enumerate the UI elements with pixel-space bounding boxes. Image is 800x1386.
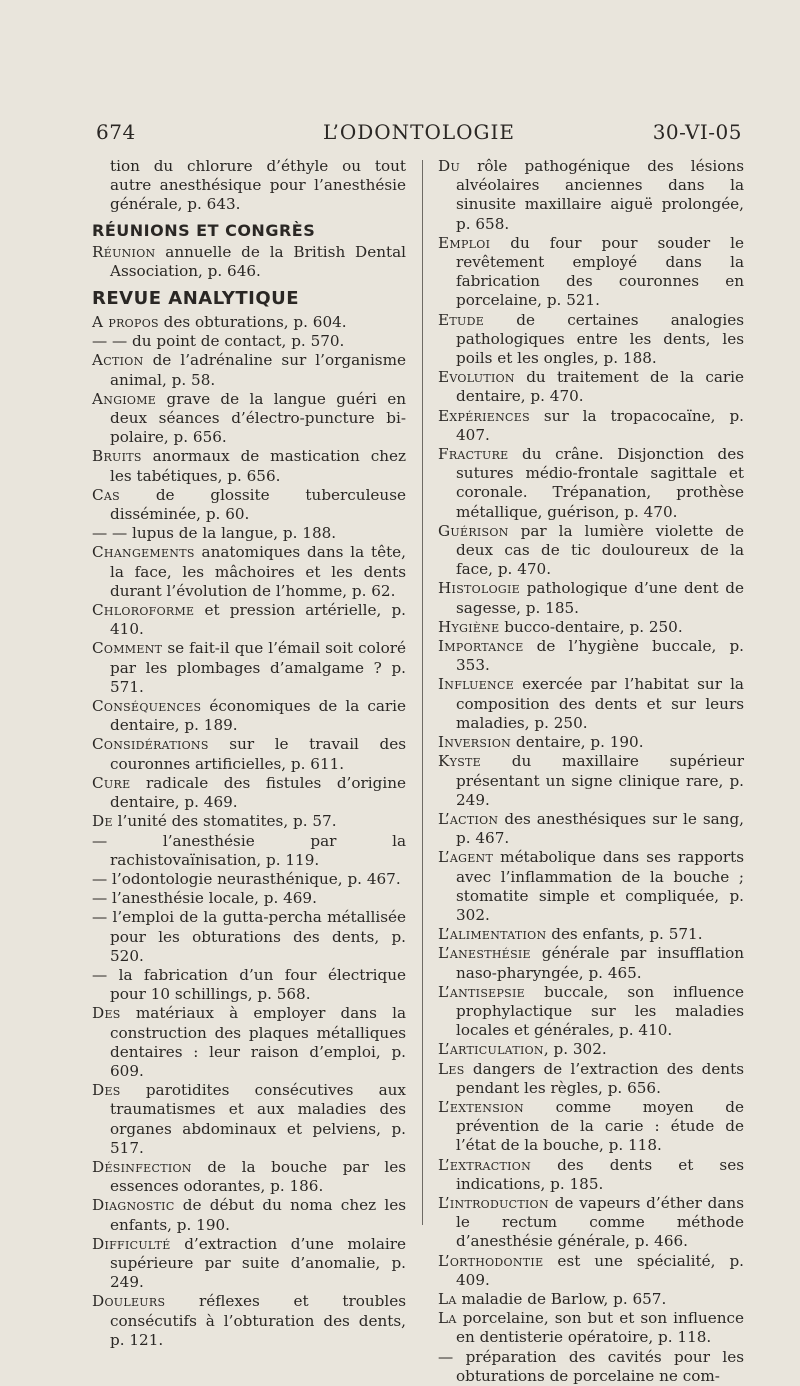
index-entry: Chloroforme et pression artérielle, p. 410.	[92, 601, 406, 639]
index-entry: Evolution du traitement de la carie dentaire, p. 470.	[438, 368, 744, 406]
index-entry: Importance de l’hygiène buccale, p. 353.	[438, 637, 744, 675]
index-entry: Angiome grave de la langue guéri en deux séances d’électro-puncture bi-polaire, p. 656.	[92, 389, 406, 447]
index-entry: La maladie de Barlow, p. 657.	[438, 1289, 667, 1308]
index-entry: Hygiène bucco-dentaire, p. 250.	[438, 617, 683, 636]
index-entry: L’anesthésie générale par insufflation naso-pharyngée, p. 465.	[438, 944, 744, 982]
index-entry: — l’anesthésie par la rachistovaïnisation, p. 119.	[92, 831, 406, 869]
index-entry: Désinfection de la bouche par les essences odorantes, p. 186.	[92, 1157, 406, 1196]
index-entry: Cas de glossite tuberculeuse disséminée, p. 60.	[92, 485, 406, 524]
left-column	[92, 157, 406, 1350]
index-entry: Guérison par la lumière violette de deux cas de tic douloureux de la face, p. 470.	[438, 521, 744, 579]
index-entry: — — lupus de la langue, p. 188.	[92, 524, 337, 543]
index-entry: Etude de certaines analogies pathologiques entre les dents, les poils et les ongles, p. 188.	[438, 310, 744, 368]
index-entry: L’extension comme moyen de prévention de la carie : étude de l’état de la bouche, p. 118.	[438, 1097, 744, 1155]
index-entry: — l’odontologie neurasthénique, p. 467.	[92, 869, 401, 888]
index-entry: L’orthodontie est une spécialité, p. 409.	[438, 1251, 744, 1289]
right-column	[438, 157, 744, 1386]
issue-date: 30-VI-05	[652, 120, 742, 144]
index-entry: Les dangers de l’extraction des dents pendant les règles, p. 656.	[438, 1059, 744, 1097]
index-entry: La porcelaine, son but et son influence en dentisterie opératoire, p. 118.	[438, 1309, 744, 1347]
index-entry: L’alimentation des enfants, p. 571.	[438, 925, 703, 944]
index-entry: Action de l’adrénaline sur l’organisme animal, p. 58.	[92, 351, 406, 389]
index-entry: L’introduction de vapeurs d’éther dans le rectum comme méthode d’anesthésie générale, p. 466.	[438, 1193, 744, 1251]
index-entry: Inversion dentaire, p. 190.	[438, 733, 644, 752]
index-entry: Difficulté d’extraction d’une molaire supérieure par suite d’anomalie, p. 249.	[92, 1234, 406, 1292]
index-entry: Diagnostic de début du noma chez les enfants, p. 190.	[92, 1196, 406, 1234]
index-entry: Histologie pathologique d’une dent de sagesse, p. 185.	[438, 579, 744, 617]
index-entry: Kyste du maxillaire supérieur présentant un signe clinique rare, p. 249.	[438, 752, 744, 809]
index-entry: — la fabrication d’un four électrique pour 10 schillings, p. 568.	[92, 965, 406, 1004]
index-entry: Cure radicale des fistules d’origine dentaire, p. 469.	[92, 773, 406, 812]
index-entry: Considérations sur le travail des couronnes artificielles, p. 611.	[92, 735, 406, 773]
index-entry: Du rôle pathogénique des lésions alvéolaires anciennes dans la sinusite maxillaire aiguë prolongée, p. 658.	[438, 157, 744, 233]
index-entry: Bruits anormaux de mastication chez les tabétiques, p. 656.	[92, 447, 406, 485]
index-entry: Douleurs réflexes et troubles consécutifs à l’obturation des dents, p. 121.	[92, 1292, 406, 1349]
index-entry: Comment se fait-il que l’émail soit coloré par les plombages d’amalgame ? p. 571.	[92, 639, 406, 696]
index-entry: Des matériaux à employer dans la construction des plaques métalliques dentaires : leur raison d’emploi, p. 609.	[92, 1004, 406, 1080]
index-entry: Conséquences économiques de la carie dentaire, p. 189.	[92, 697, 406, 735]
index-entry: Fracture du crâne. Disjonction des sutures médio-frontale sagittale et coronale. Trépanation, prothèse métallique, guérison, p. 470.	[438, 445, 744, 521]
section-heading-revue: REVUE ANALYTIQUE	[92, 288, 300, 310]
index-entry: Emploi du four pour souder le revêtement employé dans la fabrication des couronnes en porcelaine, p. 521.	[438, 233, 744, 310]
index-entry: — l’emploi de la gutta-percha métallisée pour les obturations des dents, p. 520.	[92, 908, 406, 965]
section-heading-reunions: RÉUNIONS ET CONGRÈS	[92, 220, 316, 240]
index-entry: L’extraction des dents et ses indications, p. 185.	[438, 1155, 744, 1193]
index-entry: Expériences sur la tropacocaïne, p. 407.	[438, 406, 744, 444]
continued-entry: tion du chlorure d’éthyle ou tout autre anesthésique pour l’anesthésie générale, p. 643.	[110, 157, 406, 214]
index-entry: Réunion annuelle de la British Dental Association, p. 646.	[92, 242, 406, 280]
index-entry: De l’unité des stomatites, p. 57.	[92, 812, 337, 831]
journal-title: L’ODONTOLOGIE	[322, 120, 516, 144]
column-divider	[422, 160, 423, 1225]
index-entry: L’antisepsie buccale, son influence prophylactique sur les maladies locales et générales, p. 410.	[438, 982, 744, 1040]
index-entry: Des parotidites consécutives aux traumatismes et aux maladies des organes abdominaux et pelviens, p. 517.	[92, 1081, 406, 1157]
index-entry: L’agent métabolique dans ses rapports avec l’inflammation de la bouche ; stomatite simple et compliquée, p. 302.	[438, 848, 744, 924]
page-number: 674	[96, 120, 136, 144]
index-entry: A propos des obturations, p. 604.	[92, 313, 347, 332]
index-entry: — l’anesthésie locale, p. 469.	[92, 889, 317, 908]
running-header	[96, 120, 742, 150]
index-entry: Changements anatomiques dans la tête, la face, les mâchoires et les dents durant l’évolution de l’homme, p. 62.	[92, 543, 406, 600]
index-entry: L’action des anesthésiques sur le sang, p. 467.	[438, 809, 744, 848]
index-entry: Influence exercée par l’habitat sur la composition des dents et sur leurs maladies, p. 250.	[438, 675, 744, 732]
index-entry: — — du point de contact, p. 570.	[92, 332, 345, 351]
right-entry-list	[438, 157, 744, 1386]
index-entry: L’articulation, p. 302.	[438, 1040, 607, 1059]
left-entry-list	[92, 313, 406, 1350]
index-entry: — préparation des cavités pour les obturations de porcelaine ne com-	[438, 1347, 744, 1385]
